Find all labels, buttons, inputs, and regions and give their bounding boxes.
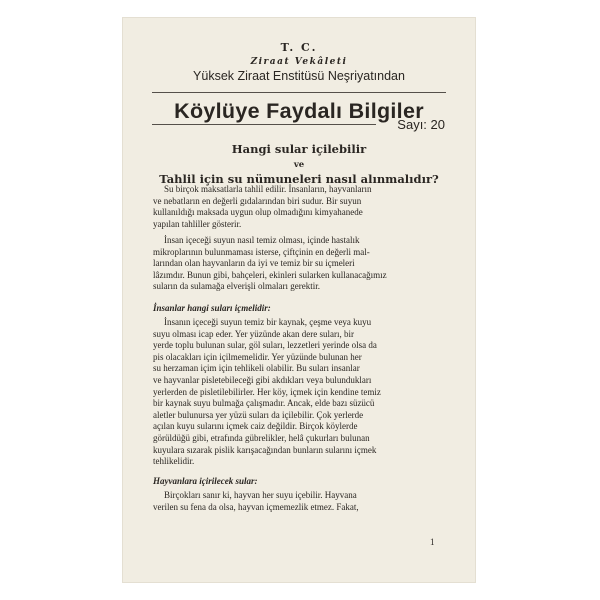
text-line: kullanıldığı maksada uygun olup olmadığını kimyahanede xyxy=(153,207,363,218)
question-title-1: Hangi sular içilebilir xyxy=(231,142,367,156)
page-number: 1 xyxy=(430,537,435,547)
text-line: ve hayvanlar pisletebileceği gibi akdıkları veya bulundukları xyxy=(153,374,372,385)
section-heading-humans: İnsanlar hangi suları içmelidir: xyxy=(153,303,271,313)
bottom-rule xyxy=(152,124,376,125)
header-ministry: Ziraat Vekâleti xyxy=(250,57,348,67)
text-line: lâzımdır. Bunun gibi, bahçeleri, ekinleri sularken kullanacağımız xyxy=(153,269,387,280)
text-line: Birçokları sanır ki, hayvan her suyu içebilir. Hayvana xyxy=(164,490,357,500)
question-title-2: Tahlil için su nümuneleri nasıl alınmalıdır? xyxy=(159,172,439,186)
main-title: Köylüye Faydalı Bilgiler xyxy=(174,99,424,123)
top-rule xyxy=(152,92,446,93)
header-institute: Yüksek Ziraat Enstitüsü Neşriyatından xyxy=(193,69,405,83)
text-line: su herzaman içim için tehlikeli olabilir. Bu suları insanlar xyxy=(153,363,360,374)
document-page xyxy=(122,17,476,583)
text-line: kuyulara sızarak pislik karışacağından bunların sularını içmek xyxy=(153,444,377,455)
text-line: tehlikelidir. xyxy=(153,456,195,467)
issue-number: Sayı: 20 xyxy=(397,117,445,132)
text-line: açılan kuyu sularını içmek caiz değildir. Birçok köylerde xyxy=(153,421,358,432)
text-line: aletler bulunursa yer yüzü suları da içilebilir. Çok yerlerde xyxy=(153,409,364,420)
paragraph-1 xyxy=(153,184,442,230)
text-line: ve nebatların en değerli gıdalarından biri sudur. Bir suyun xyxy=(153,195,362,206)
paragraph-3 xyxy=(153,317,442,468)
text-line: yerlerden de pisletilebilirler. Her köy, içmek için kendine temiz xyxy=(153,386,381,397)
text-line: görüldüğü gibi, etrafında gübrelikler, helâ çukurları bulunan xyxy=(153,432,370,443)
text-line: yerde toplu bulunan sular, göl suları, lezzetleri yerinde olsa da xyxy=(153,340,377,351)
text-line: İnsanın içeceği suyun temiz bir kaynak, çeşme veya kuyu xyxy=(164,317,372,327)
section-heading-animals: Hayvanlara içirilecek sular: xyxy=(153,476,258,486)
text-line: bir kaynak suyu bulmağa çalışmadır. Ancak, elde bazı süzücü xyxy=(153,398,375,409)
text-line: larından olan hayvanların da iyi ve temiz bir su içmeleri xyxy=(153,258,355,269)
text-line: suların da sulamağa elverişli olmaları gerektir. xyxy=(153,281,320,292)
text-line: pis olacakları için içilmemelidir. Yer yüzünde bulunan her xyxy=(153,351,362,362)
header-tc: T. C. xyxy=(280,41,318,54)
text-line: verilen su fena da olsa, hayvan içmemezlik etmez. Fakat, xyxy=(153,501,359,512)
text-line: mikroplarının bulunmaması isterse, çiftçinin en değerli mal- xyxy=(153,246,370,257)
question-conjunction: ve xyxy=(293,160,305,170)
text-line: İnsan içeceği suyun nasıl temiz olması, içinde hastalık xyxy=(164,235,360,245)
text-line: suyu olması icap eder. Yer yüzünde akan dere suları, bir xyxy=(153,328,354,339)
text-line: Su birçok maksatlarla tahlil edilir. İnsanların, hayvanların xyxy=(164,184,372,194)
paragraph-2 xyxy=(153,235,442,293)
text-line: yapılan tahliller gösterir. xyxy=(153,218,242,229)
paragraph-4 xyxy=(153,490,442,513)
